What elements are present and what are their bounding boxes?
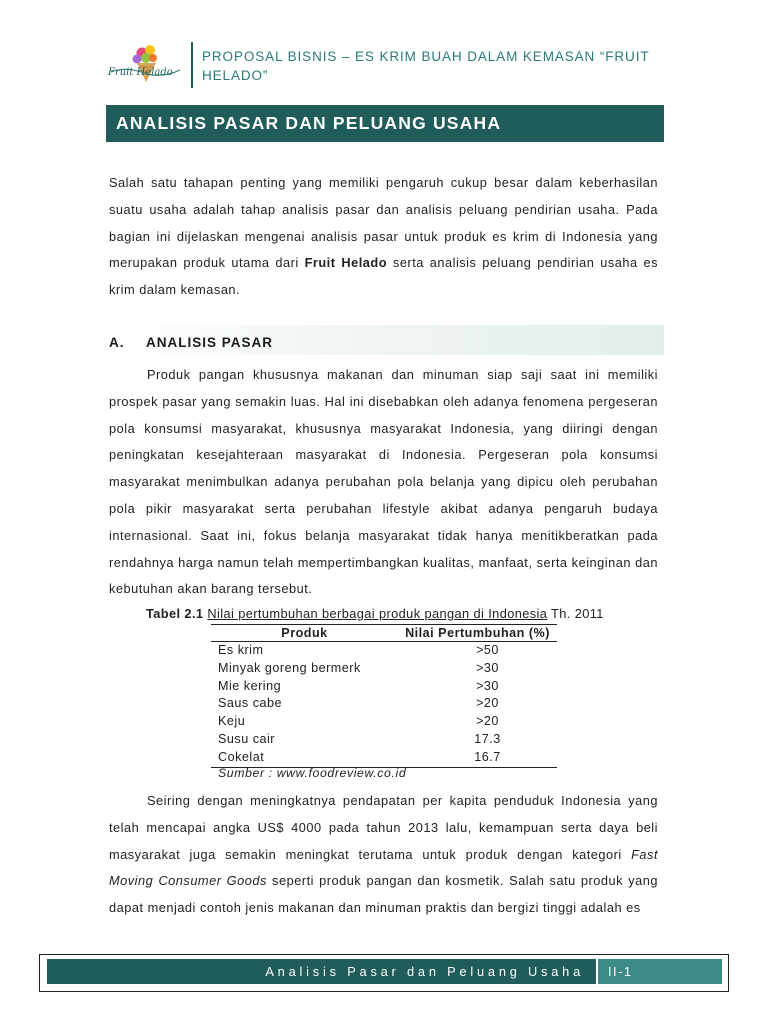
cell-product: Minyak goreng bermerk xyxy=(218,660,361,675)
brand-logo xyxy=(106,44,184,84)
column-header-product: Produk xyxy=(211,625,398,642)
column-header-growth: Nilai Pertumbuhan (%) xyxy=(398,625,557,642)
cell-growth: >50 xyxy=(476,643,499,657)
table-row xyxy=(211,731,557,749)
section-number: A. xyxy=(109,335,125,350)
table-row xyxy=(211,713,557,731)
table-caption: Tabel 2.1 Nilai pertumbuhan berbagai produk pangan di Indonesia Th. 2011 xyxy=(146,606,604,621)
table-row xyxy=(211,695,557,713)
purchasing-power-paragraph: Seiring dengan meningkatnya pendapatan per kapita penduduk Indonesia yang telah mencapai angka US$ 4000 pada tahun 2013 lalu, kemampuan serta daya beli masyarakat juga semakin meningkat terutama untuk produk dengan kategori Fast Moving Consumer Goods seperti produk pangan dan kosmetik. Salah satu produk yang dapat menjadi contoh jenis makanan dan minuman praktis dan bergizi tinggi adalah es xyxy=(109,793,658,916)
table-source: Sumber : www.foodreview.co.id xyxy=(218,766,407,780)
table-row xyxy=(211,660,557,678)
fmcg-term: Fast Moving Consumer Goods xyxy=(109,846,658,889)
header-title-line-2: HELADO” xyxy=(202,68,269,83)
header-title-line-1: PROPOSAL BISNIS – ES KRIM BUAH DALAM KEMASAN “FRUIT xyxy=(202,49,650,64)
cell-growth: >20 xyxy=(476,714,499,729)
cell-product: Keju xyxy=(218,714,246,729)
cell-growth: 17.3 xyxy=(474,731,501,746)
table-caption-text: Nilai pertumbuhan berbagai produk pangan di Indonesia xyxy=(207,606,548,621)
footer-chapter-label: Analisis Pasar dan Peluang Usaha xyxy=(47,959,596,984)
chapter-title: ANALISIS PASAR DAN PELUANG USAHA xyxy=(106,105,664,142)
cell-growth: 16.7 xyxy=(398,749,557,767)
brand-name-bold: Fruit Helado xyxy=(304,255,388,271)
intro-paragraph: Salah satu tahapan penting yang memiliki pengaruh cukup besar dalam keberhasilan suatu usaha adalah tahap analisis pasar dan analisis peluang pendirian usaha. Pada bagian ini dijelaskan mengenai analisis pasar untuk produk es krim di Indonesia yang merupakan produk utama dari Fruit Helado serta analisis peluang pendirian usaha es krim dalam kemasan. xyxy=(109,175,659,298)
svg-text:Fruit Helado: Fruit Helado xyxy=(108,67,173,78)
table-row xyxy=(211,749,557,767)
document-header-title xyxy=(202,47,662,85)
section-title: ANALISIS PASAR xyxy=(146,335,274,350)
ice-cream-logo-icon xyxy=(106,44,184,84)
table-header-row xyxy=(211,625,557,642)
header-divider xyxy=(191,42,193,88)
cell-product: Susu cair xyxy=(218,731,275,746)
market-analysis-paragraph: Produk pangan khususnya makanan dan minuman siap saji saat ini memiliki prospek pasar yang semakin luas. Hal ini disebabkan oleh adanya fenomena pergeseran pola konsumsi masyarakat, khususnya masyarakat Indonesia, yang diiringi dengan peningkatan kesejahteraan masyarakat di Indonesia. Pergeseran pola konsumsi masyarakat menimbulkan adanya perubahan pola belanja yang dipicu oleh perubahan pola pikir masyarakat serta perubahan lifestyle akibat adanya pengaruh budaya internasional. Saat ini, fokus belanja masyarakat tidak hanya menitikberatkan pada rendahnya harga namun telah mempertimbangkan kualitas, manfaat, serta keinginan dan kebutuhan akan barang tersebut. xyxy=(109,367,658,597)
cell-product: Es krim xyxy=(218,643,264,657)
cell-growth: >30 xyxy=(476,660,499,675)
table-caption-label: Tabel 2.1 xyxy=(146,606,204,621)
page-number: II-1 xyxy=(598,959,722,984)
cell-product: Cokelat xyxy=(211,749,398,767)
growth-table xyxy=(211,624,557,768)
cell-growth: >30 xyxy=(476,678,499,693)
table-row xyxy=(211,678,557,696)
cell-growth: >20 xyxy=(476,696,499,711)
cell-product: Saus cabe xyxy=(218,696,283,711)
table-row xyxy=(211,642,557,660)
cell-product: Mie kering xyxy=(218,678,282,693)
